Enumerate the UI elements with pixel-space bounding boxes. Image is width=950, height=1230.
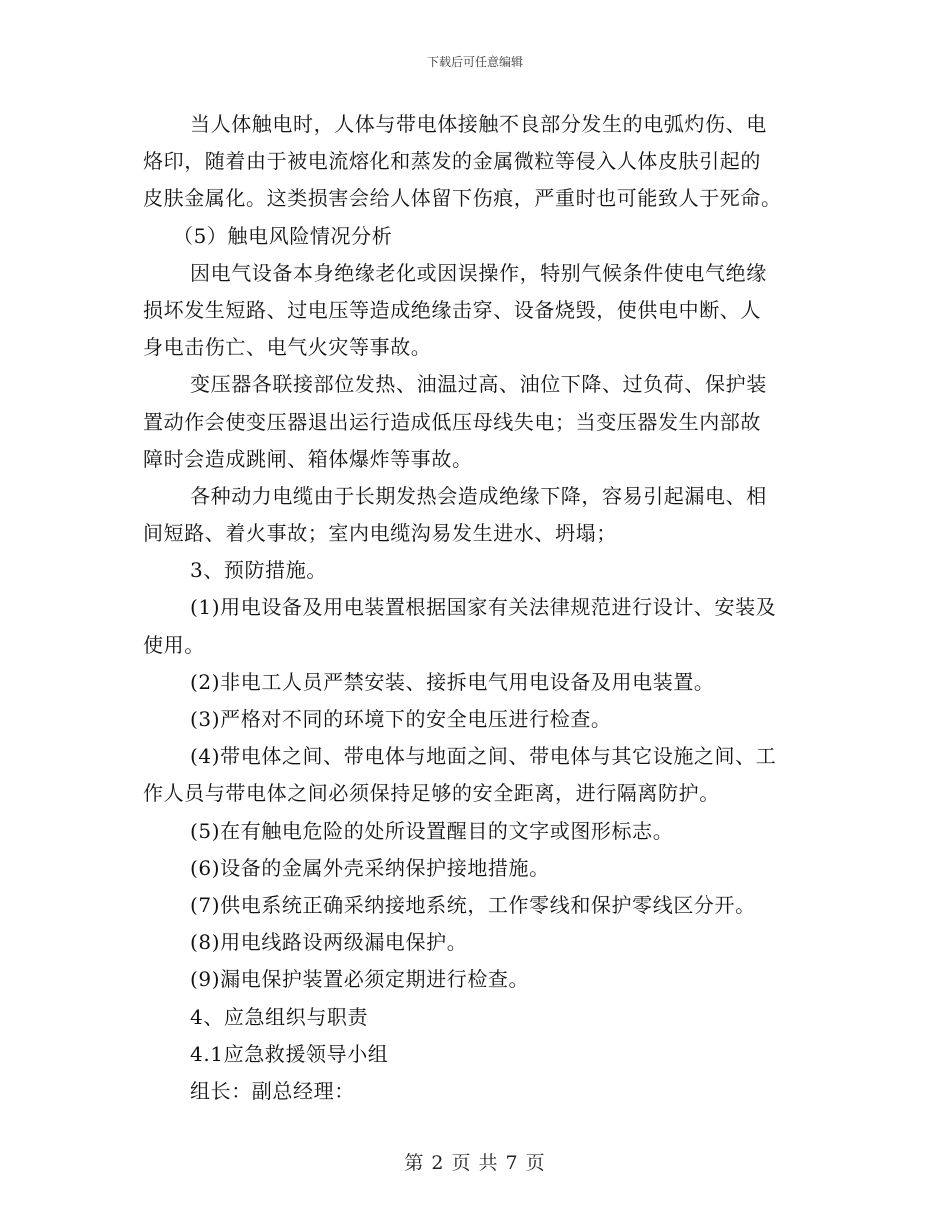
list-item: (2)非电工人员严禁安装、接拆电气用电设备及用电装置。 [190,669,715,694]
paragraph-line: 烙印，随着由于被电流熔化和蒸发的金属微粒等侵入人体皮肤引起的 [143,149,761,174]
list-item: (8)用电线路设两级漏电保护。 [190,930,468,955]
paragraph-line: 各种动力电缆由于长期发热会造成绝缘下降，容易引起漏电、相 [190,483,767,508]
list-item: (9)漏电保护装置必须定期进行检查。 [190,967,530,992]
paragraph-line: 组长：副总经理： [190,1078,355,1103]
list-item-continuation: 使用。 [143,632,205,657]
list-item: (7)供电系统正确采纳接地系统，工作零线和保护零线区分开。 [190,892,756,917]
paragraph-line: 因电气设备本身绝缘老化或因误操作，特别气候条件使电气绝缘 [190,260,767,285]
paragraph-line: 障时会造成跳闸、箱体爆炸等事故。 [143,446,473,471]
paragraph-line: 损坏发生短路、过电压等造成绝缘击穿、设备烧毁，使供电中断、人 [143,297,761,322]
page-header-note: 下载后可任意编辑 [426,55,523,69]
document-body [143,106,808,1110]
list-item-continuation: 作人员与带电体之间必须保持足够的安全距离，进行隔离防护。 [143,781,720,806]
section-heading: 3、预防措施。 [190,558,327,583]
list-item: (4)带电体之间、带电体与地面之间、带电体与其它设施之间、工 [190,744,777,769]
list-item: (6)设备的金属外壳采纳保护接地措施。 [190,855,550,880]
subsection-heading: 4.1应急救援领导小组 [190,1041,389,1066]
section-heading: （5）触电风险情况分析 [173,223,393,248]
paragraph-line: 间短路、着火事故；室内电缆沟易发生进水、坍塌； [143,521,617,546]
paragraph-line: 身电击伤亡、电气火灾等事故。 [143,335,432,360]
paragraph-line: 变压器各联接部位发热、油温过高、油位下降、过负荷、保护装 [190,372,767,397]
paragraph-line: 置动作会使变压器退出运行造成低压母线失电；当变压器发生内部故 [143,409,761,434]
section-heading: 4、应急组织与职责 [190,1004,369,1029]
paragraph-line: 当人体触电时，人体与带电体接触不良部分发生的电弧灼伤、电 [190,112,767,136]
page-number: 第 2 页 共 7 页 [404,1152,546,1174]
list-item: (1)用电设备及用电装置根据国家有关法律规范进行设计、安装及 [190,595,777,620]
list-item: (5)在有触电危险的处所设置醒目的文字或图形标志。 [190,818,674,843]
paragraph-line: 皮肤金属化。这类损害会给人体留下伤痕，严重时也可能致人于死命。 [143,186,782,211]
list-item: (3)严格对不同的环境下的安全电压进行检查。 [190,707,612,731]
